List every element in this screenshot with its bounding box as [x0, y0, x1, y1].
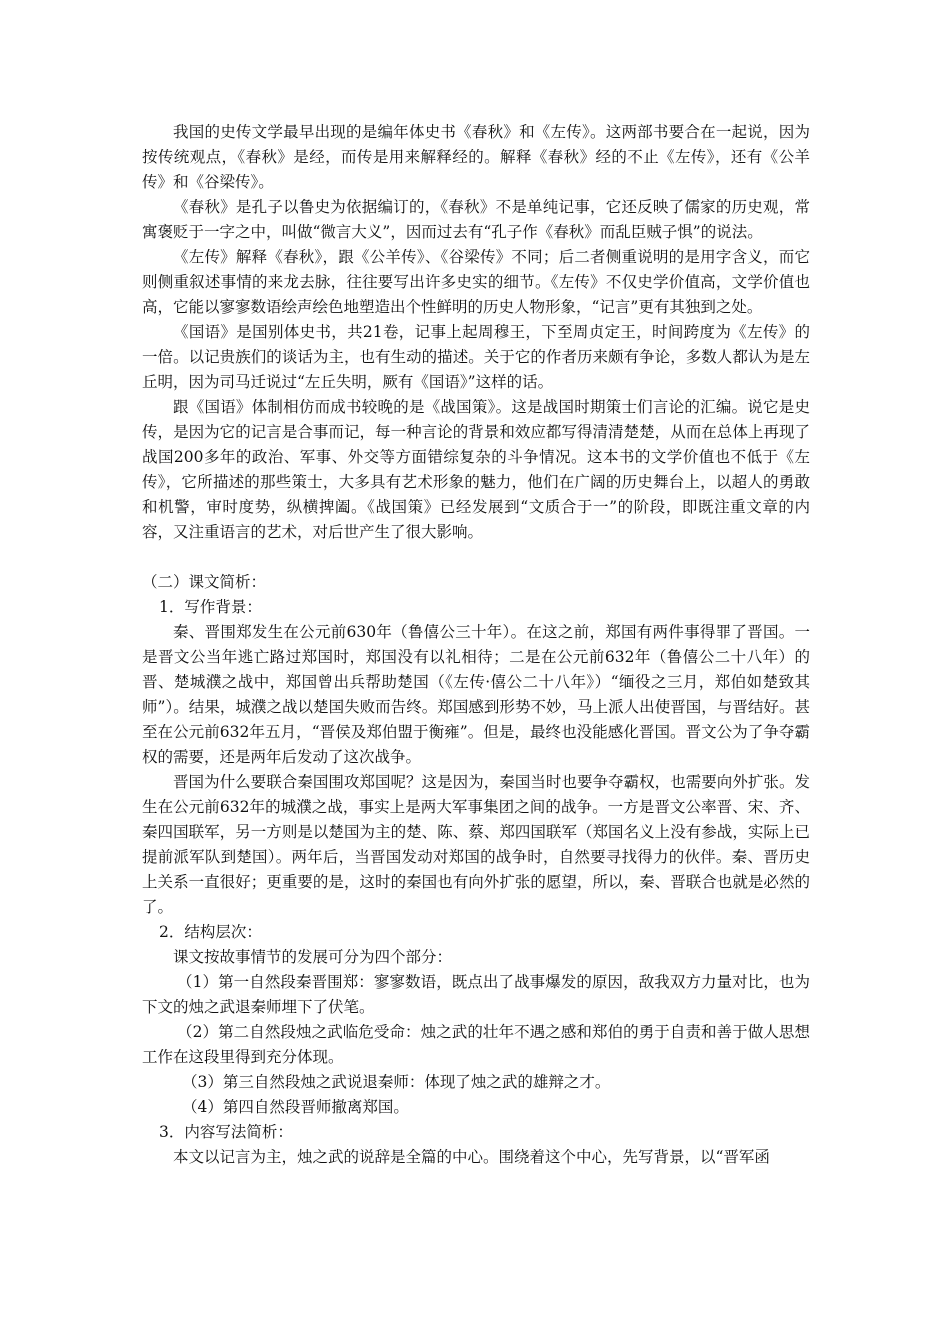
structure-intro: 课文按故事情节的发展可分为四个部分： [173, 948, 453, 966]
structure-item-4: （4）第四自然段晋师撤离郑国。 [182, 1098, 409, 1116]
analysis-heading: （二）课文简析： [142, 573, 267, 591]
content-heading: 3．内容写法简析： [159, 1123, 293, 1141]
intro-paragraph-2: 《春秋》是孔子以鲁史为依据编订的，《春秋》不是单纯记事，它还反映了儒家的历史观，常寓褒贬于一字之中，叫做“微言大义”，因而过去有“孔子作《春秋》而乱臣贼子惧”的说法。 [142, 198, 810, 241]
background-heading: 1．写作背景： [159, 598, 262, 616]
intro-paragraph-4: 《国语》是国别体史书，共21卷，记事上起周穆王，下至周贞定王，时间跨度为《左传》的一倍。以记贵族们的谈话为主，也有生动的描述。关于它的作者历来颇有争论，多数人都认为是左丘明，因为司马迁说过“左丘失明，厥有《国语》”这样的话。 [142, 323, 810, 391]
content-paragraph-1: 本文以记言为主，烛之武的说辞是全篇的中心。围绕着这个中心，先写背景，以“晋军函 [173, 1148, 770, 1166]
structure-item-3: （3）第三自然段烛之武说退秦师：体现了烛之武的雄辩之才。 [182, 1073, 611, 1091]
structure-item-2: （2）第二自然段烛之武临危受命：烛之武的壮年不遇之感和郑伯的勇于自责和善于做人思想工作在这段里得到充分体现。 [142, 1023, 810, 1066]
background-paragraph-1: 秦、晋围郑发生在公元前630年（鲁僖公三十年）。在这之前，郑国有两件事得罪了晋国。一是晋文公当年逃亡路过郑国时，郑国没有以礼相待；二是在公元前632年（鲁僖公二十八年）的晋、楚城濮之战中，郑国曾出兵帮助楚国（《左传·僖公二十八年》）“缅役之三月，郑伯如楚致其师”）。结果，城濮之战以楚国失败而告终。郑国感到形势不妙，马上派人出使晋国，与晋结好。甚至在公元前632年五月，“晋侯及郑伯盟于衡雍”。但是，最终也没能感化晋国。晋文公为了争夺霸权的需要，还是两年后发动了这次战争。 [142, 623, 810, 766]
structure-heading: 2．结构层次： [159, 923, 262, 941]
background-paragraph-2: 晋国为什么要联合秦国围攻郑国呢？这是因为，秦国当时也要争夺霸权，也需要向外扩张。发生在公元前632年的城濮之战，事实上是两大军事集团之间的战争。一方是晋文公率晋、宋、齐、秦四国联军，另一方则是以楚国为主的楚、陈、蔡、郑四国联军（郑国名义上没有参战，实际上已提前派军队到楚国）。两年后，当晋国发动对郑国的战争时，自然要寻找得力的伙伴。秦、晋历史上关系一直很好；更重要的是，这时的秦国也有向外扩张的愿望，所以，秦、晋联合也就是必然的了。 [142, 773, 810, 916]
document-page [142, 120, 810, 1170]
intro-paragraph-1: 我国的史传文学最早出现的是编年体史书《春秋》和《左传》。这两部书要合在一起说，因为按传统观点，《春秋》是经，而传是用来解释经的。解释《春秋》经的不止《左传》，还有《公羊传》和《谷梁传》。 [142, 123, 810, 191]
intro-paragraph-5: 跟《国语》体制相仿而成书较晚的是《战国策》。这是战国时期策士们言论的汇编。说它是史传，是因为它的记言是合事而记，每一种言论的背景和效应都写得清清楚楚，从而在总体上再现了战国200多年的政治、军事、外交等方面错综复杂的斗争情况。这本书的文学价值也不低于《左传》，它所描述的那些策士，大多具有艺术形象的魅力，他们在广阔的历史舞台上，以超人的勇敢和机警，审时度势，纵横捭阖。《战国策》已经发展到“文质合于一”的阶段，即既注重文章的内容，又注重语言的艺术，对后世产生了很大影响。 [142, 398, 810, 541]
structure-item-1: （1）第一自然段秦晋围郑：寥寥数语，既点出了战事爆发的原因，敌我双方力量对比，也为下文的烛之武退秦师埋下了伏笔。 [142, 973, 810, 1016]
section-spacer [142, 545, 810, 570]
intro-paragraph-3: 《左传》解释《春秋》，跟《公羊传》、《谷梁传》不同；后二者侧重说明的是用字含义，而它则侧重叙述事情的来龙去脉，往往要写出许多史实的细节。《左传》不仅史学价值高，文学价值也高，它能以寥寥数语绘声绘色地塑造出个性鲜明的历史人物形象，“记言”更有其独到之处。 [142, 248, 810, 316]
